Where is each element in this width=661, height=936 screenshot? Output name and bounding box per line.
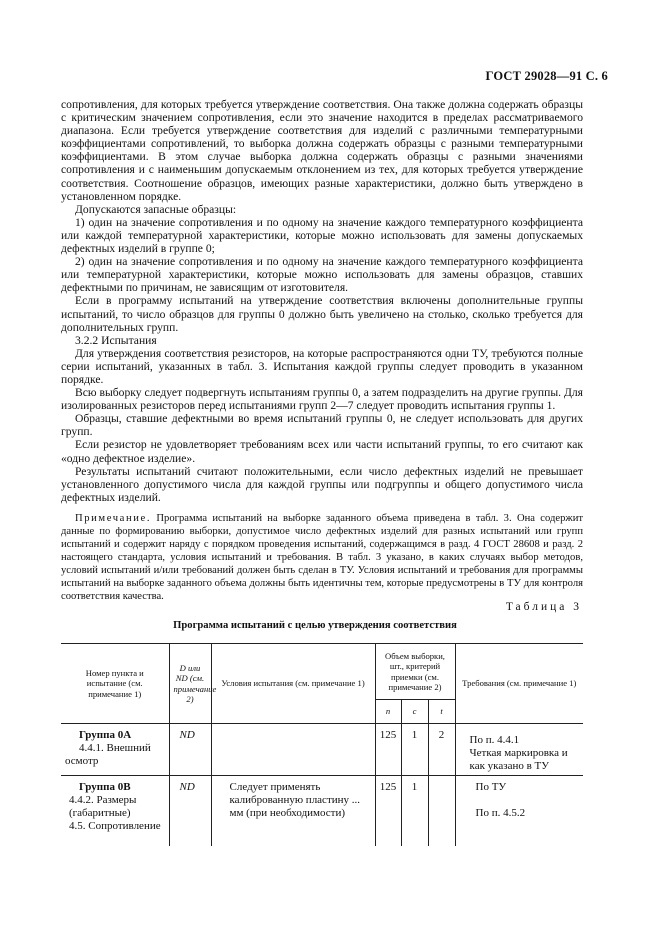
table-row <box>61 776 583 846</box>
header-d-nd: D или ND (см. примечание 2) <box>169 644 211 724</box>
header-requirements: Требования (см. примечание 1) <box>455 644 583 724</box>
t-value <box>428 776 455 846</box>
conditions: Следует применять калиброванную пластину ... мм (при необходимости) <box>211 776 375 846</box>
table-label: Таблица 3 <box>505 601 582 613</box>
paragraph: Допускаются запасные образцы: <box>75 202 237 216</box>
test-items: 4.4.2. Размеры (габаритные) 4.5. Сопротивление <box>69 794 161 832</box>
note <box>61 512 583 603</box>
c-value: 1 <box>401 776 428 846</box>
note-text: Программа испытаний на выборке заданного объема приведена в табл. 3. Она содержит данные по формированию выборки, допустимое число дефектных изделий для разных испытаний или групп испытаний и содержит наряду с порядком проведения испытаний, содержащимся в разд. 4 ГОСТ 28608 и разд. 2 настоящего стандарта, условия испытаний и требования. В табл. 3 указано, в каких случаях выбор методов, условий испытаний и/или требований должен быть сделан в ТУ. Условия испытаний и требования для программы испытаний на выборке заданного объема должны быть идентичны тем, которые предусмотрены в ТУ для контроля соответствия качества. <box>61 512 583 602</box>
dnd-value: ND <box>169 724 211 776</box>
paragraph: Образцы, ставшие дефектными во время испытаний группы 0, не следует использовать для других групп. <box>61 412 583 439</box>
paragraph: Результаты испытаний считают положительными, если число дефектных изделий не превышает установленного допустимого числа для каждой группы или подгруппы и общего допустимого числа дефектных изделий. <box>61 464 583 504</box>
paragraph: 1) один на значение сопротивления и по одному на значение каждого температурного коэффициента или каждой температурной характеристики, которые можно использовать для замены допускаемых дефектных изделий в группе 0; <box>61 215 583 256</box>
header-c: c <box>401 700 428 724</box>
paragraph: сопротивления, для которых требуется утверждение соответствия. Она также должна содержать образцы с критическим значением сопротивления, если это значение находится в пределах рассматриваемого диапазона. Если требуется утверждение соответствия для изделий с различными температурными коэффициентами сопротивлений, то выборка должна содержать образцы с разными температурными коэффициентами. В этом случае выборка должна содержать образцы с разными значениями сопротивления и с наименьшим допускаемым отклонением из тех, для которых требуется утверждение соответствия. Соотношение образцов, имеющих разные характеристики, должно быть утверждено в установленном порядке. <box>61 98 583 203</box>
group-name: Группа 0А <box>79 729 132 741</box>
paragraph: 2) один на значение сопротивления и по одному на значение каждого температурного коэффициента или температурной характеристики, которые можно использовать для замены образцов, ставших дефектными по причинам, не зависящим от изготовителя. <box>61 255 583 295</box>
header-n: n <box>375 700 401 724</box>
requirements: По п. 4.4.1 Четкая маркировка и как указано в ТУ <box>455 724 583 776</box>
test-program-table <box>61 643 583 846</box>
t-value: 2 <box>428 724 455 776</box>
c-value: 1 <box>401 724 428 776</box>
group-name: Группа 0В <box>79 781 131 793</box>
header-sample-size: Объем выборки, шт., критерий приемки (см. примечание 2) <box>375 644 455 700</box>
table-title: Программа испытаний с целью утверждения соответствия <box>173 620 457 631</box>
conditions <box>211 724 375 776</box>
section-heading: 3.2.2 Испытания <box>75 333 157 347</box>
header-conditions: Условия испытания (см. примечание 1) <box>211 644 375 724</box>
header-clause-test: Номер пункта и испытание (см. примечание 1) <box>61 644 169 724</box>
test-items: 4.4.1. Внешний осмотр <box>65 742 151 767</box>
n-value: 125 <box>375 724 401 776</box>
paragraph: Для утверждения соответствия резисторов, на которые распространяются одни ТУ, требуются полные серии испытаний, указанных в табл. 3. Испытания каждой группы следует проводить в указанном порядке. <box>61 346 583 386</box>
header-t: t <box>428 700 455 724</box>
dnd-value: ND <box>169 776 211 846</box>
note-label: Примечание. <box>75 512 152 524</box>
page-header: ГОСТ 29028—91 С. 6 <box>485 69 608 83</box>
n-value: 125 <box>375 776 401 846</box>
paragraph: Если в программу испытаний на утверждение соответствия включены дополнительные группы испытаний, то число образцов для группы 0 должно быть увеличено на столько, сколько требуется для дополнительных групп. <box>61 294 583 334</box>
body-text <box>61 98 583 603</box>
requirements: По ТУ По п. 4.5.2 <box>475 781 526 819</box>
paragraph: Всю выборку следует подвергнуть испытаниям группы 0, а затем подразделить на другие группы. Для изолированных резисторов перед испытаниями групп 2—7 следует проводить испытания группы 1. <box>61 386 583 413</box>
table-row <box>61 724 583 776</box>
paragraph: Если резистор не удовлетворяет требованиям всех или части испытаний группы, то его считают как «одно дефектное изделие». <box>61 438 583 465</box>
